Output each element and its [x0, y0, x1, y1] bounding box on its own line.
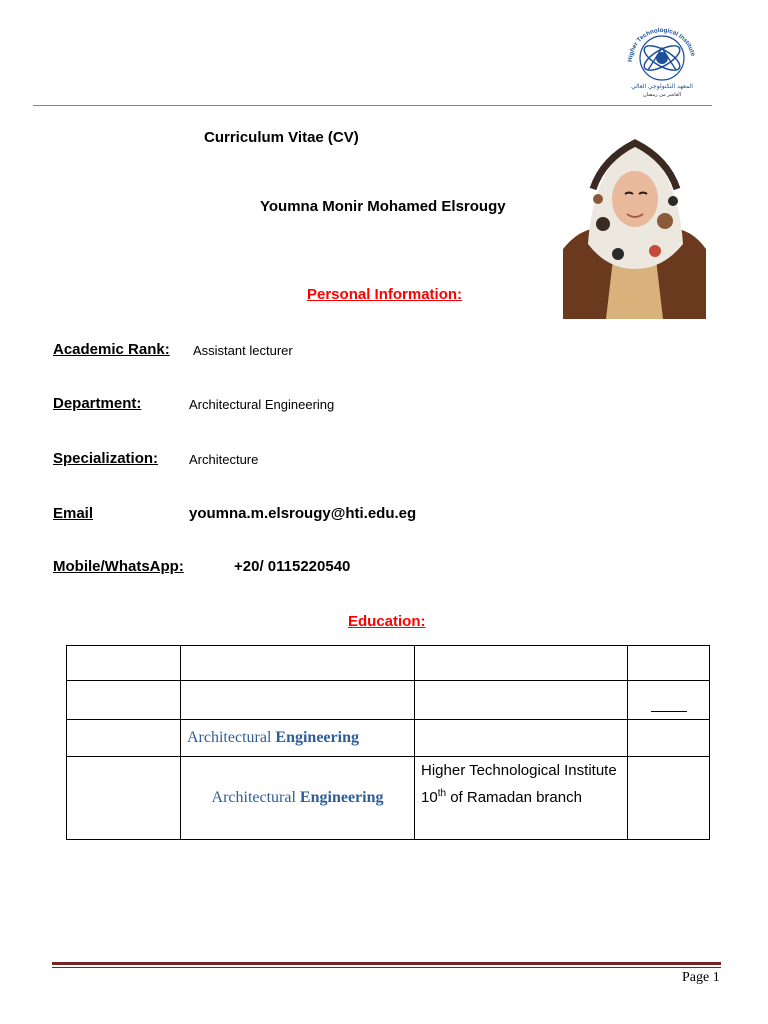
specialization-value: Architecture	[189, 452, 259, 467]
table-cell	[628, 720, 710, 757]
spec-light-text: Architectural	[211, 789, 296, 806]
page-number: Page 1	[682, 970, 720, 985]
cv-title: Curriculum Vitae (CV)	[204, 129, 359, 146]
personal-info-heading: Personal Information:	[307, 286, 463, 303]
spec-bold-text: Engineering	[299, 789, 384, 806]
logo-text-en: Higher Technological Institute	[626, 26, 697, 63]
institute-text-a: Higher Technological Institute 10	[421, 762, 617, 806]
table-cell	[181, 646, 415, 681]
table-cell	[415, 681, 628, 720]
institute-cell	[415, 757, 628, 840]
spec-light-text: Architectural	[187, 729, 272, 746]
blank-underline	[651, 711, 687, 712]
logo-text-ar-bottom: العاشر من رمضان	[642, 92, 682, 98]
footer-divider-thick	[52, 962, 721, 965]
table-cell	[181, 681, 415, 720]
table-cell	[628, 646, 710, 681]
education-heading: Education:	[348, 613, 426, 630]
table-cell	[628, 757, 710, 840]
table-cell	[67, 757, 181, 840]
table-cell	[628, 681, 710, 720]
table-row	[67, 681, 710, 720]
email-value[interactable]: youmna.m.elsrougy@hti.edu.eg	[189, 505, 417, 522]
department-value: Architectural Engineering	[189, 397, 335, 412]
academic-rank-value: Assistant lecturer	[193, 343, 293, 358]
specialization-cell	[181, 757, 415, 840]
logo-text-ar-top: المعهد التكنولوجي العالي	[631, 83, 693, 90]
mobile-label: Mobile/WhatsApp:	[53, 558, 184, 575]
header-divider	[33, 105, 712, 106]
academic-rank-label: Academic Rank:	[53, 341, 170, 358]
specialization-cell	[181, 720, 415, 757]
spec-bold-text: Engineering	[275, 729, 359, 746]
table-cell	[67, 681, 181, 720]
person-name: Youmna Monir Mohamed Elsrougy	[260, 198, 506, 215]
profile-photo	[563, 129, 706, 319]
footer-divider-thin	[52, 967, 721, 968]
table-cell	[415, 720, 628, 757]
specialization-label: Specialization:	[53, 450, 159, 467]
table-row	[67, 646, 710, 681]
table-cell	[67, 646, 181, 681]
mobile-value: +20/ 0115220540	[234, 558, 351, 575]
institute-text-b: of Ramadan branch	[446, 789, 582, 806]
institute-text-sup: th	[437, 788, 447, 799]
table-cell	[67, 720, 181, 757]
education-table	[66, 645, 710, 840]
table-row	[67, 720, 710, 757]
institute-logo	[622, 22, 702, 102]
department-label: Department:	[53, 395, 142, 412]
table-cell	[415, 646, 628, 681]
email-label: Email	[53, 505, 94, 522]
table-row	[67, 757, 710, 840]
